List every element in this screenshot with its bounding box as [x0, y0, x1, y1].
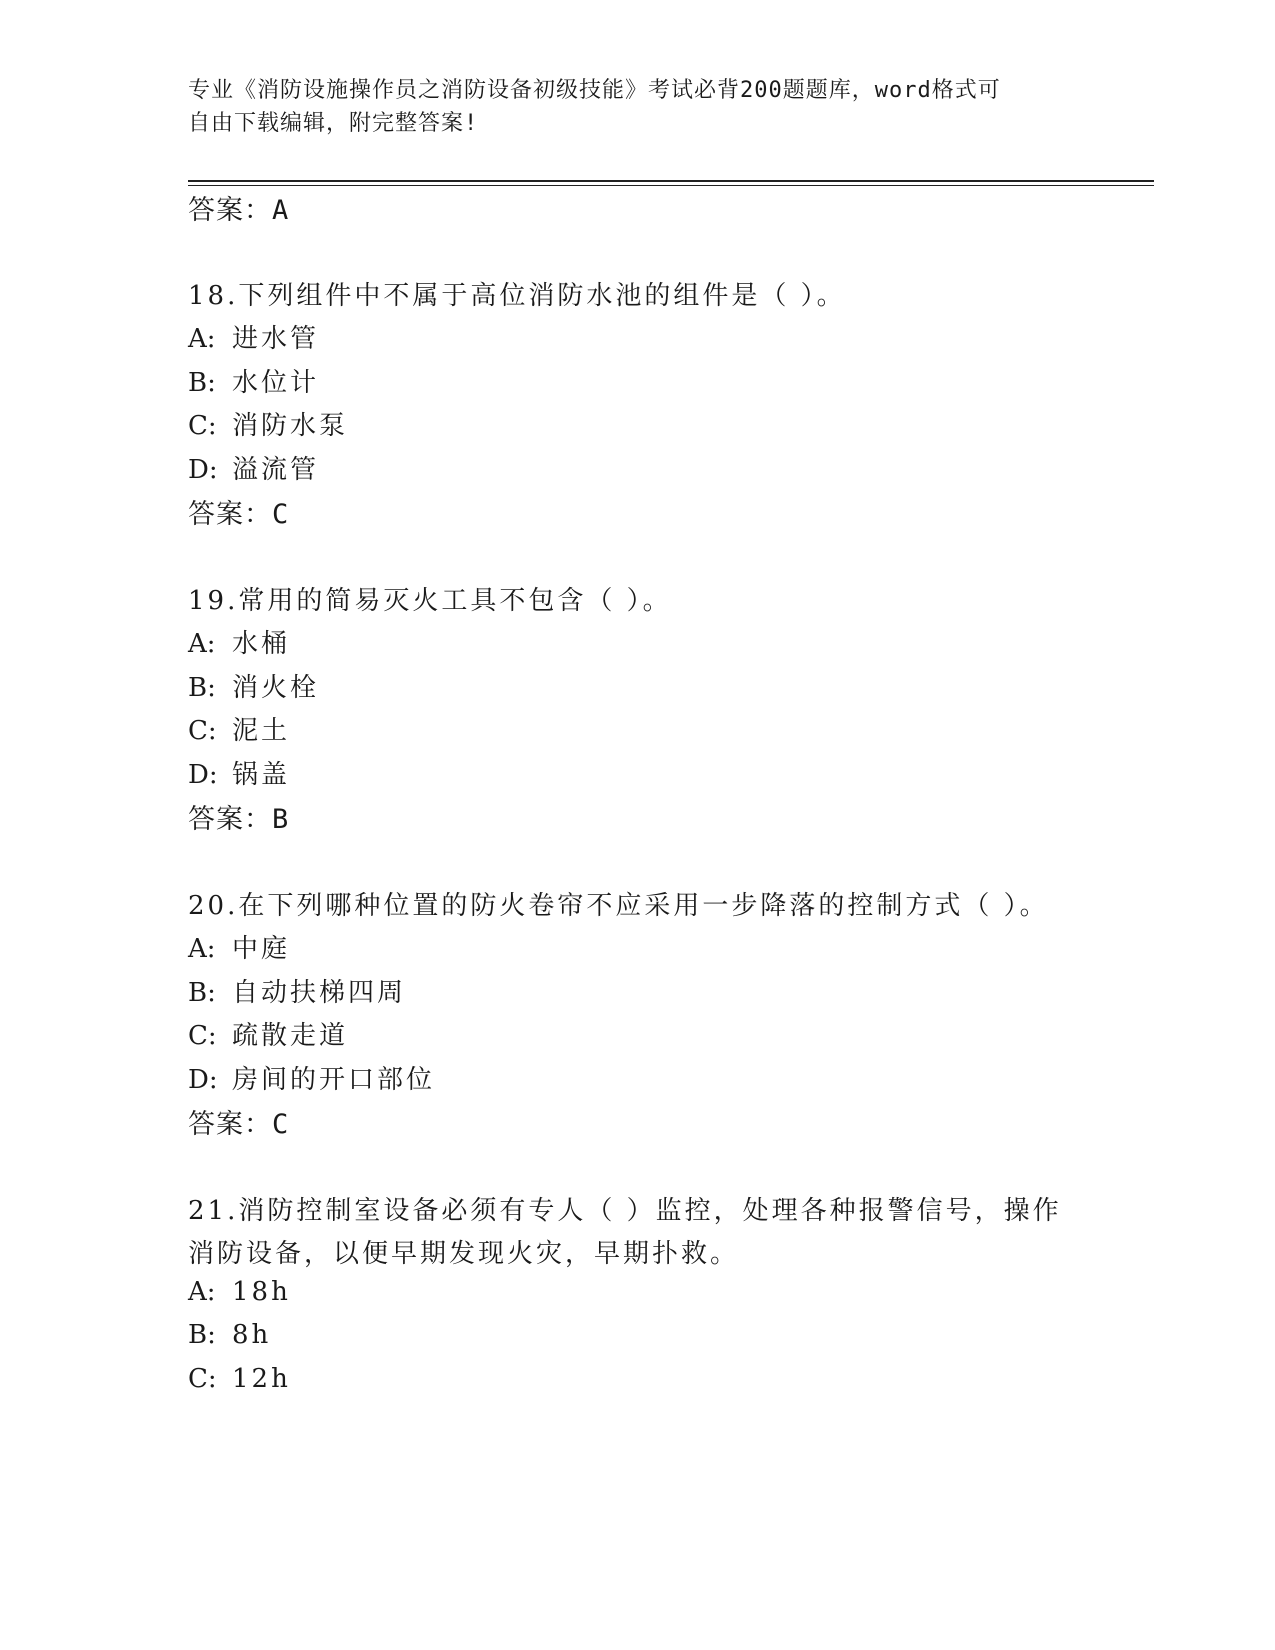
question-20-option-d: [188, 1059, 435, 1096]
option-label: C:: [188, 716, 217, 746]
option-text: 房间的开口部位: [232, 1065, 436, 1095]
question-20-answer: 答案：C: [188, 1109, 290, 1140]
question-19-option-a: [188, 623, 290, 660]
question-18-answer: 答案：C: [188, 499, 290, 530]
previous-answer: 答案：A: [188, 195, 290, 226]
option-text: 8h: [232, 1320, 272, 1350]
question-18-option-d: [188, 449, 319, 486]
option-label: A:: [188, 629, 216, 659]
option-text: 溢流管: [232, 455, 320, 485]
question-21-stem-line-1: 21.消防控制室设备必须有专人（ ）监控，处理各种报警信号，操作: [188, 1196, 1062, 1226]
question-20-option-c: [188, 1015, 348, 1052]
option-label: D:: [188, 1065, 218, 1095]
option-text: 疏散走道: [232, 1021, 349, 1051]
option-text: 18h: [232, 1277, 291, 1307]
question-19-option-c: [188, 710, 290, 747]
header-line-1: 专业《消防设施操作员之消防设备初级技能》考试必背200题题库，word格式可: [188, 78, 1001, 103]
option-text: 中庭: [232, 934, 291, 964]
header-line-2: 自由下载编辑，附完整答案!: [188, 111, 479, 136]
question-21-option-a: [188, 1277, 291, 1307]
option-label: A:: [188, 324, 216, 354]
option-label: C:: [188, 1021, 217, 1051]
question-18-stem: 18.下列组件中不属于高位消防水池的组件是（ ）。: [188, 281, 846, 311]
header-divider-thick: [188, 180, 1154, 182]
question-20-stem: 20.在下列哪种位置的防火卷帘不应采用一步降落的控制方式（ ）。: [188, 891, 1049, 921]
question-19-stem: 19.常用的简易灭火工具不包含（ ）。: [188, 586, 672, 616]
option-text: 自动扶梯四周: [232, 978, 407, 1008]
option-label: B:: [188, 1320, 216, 1350]
option-text: 锅盖: [232, 760, 291, 790]
question-18-option-b: [188, 362, 319, 399]
question-19-option-d: [188, 754, 290, 791]
question-18-option-a: [188, 318, 319, 355]
question-19-answer: 答案：B: [188, 804, 290, 835]
option-label: B:: [188, 673, 216, 703]
document-header: [188, 74, 1088, 140]
option-text: 消火栓: [232, 673, 320, 703]
question-19-option-b: [188, 667, 319, 704]
header-divider-thin: [188, 185, 1154, 186]
option-label: B:: [188, 978, 216, 1008]
question-21-stem-line-2: 消防设备，以便早期发现火灾，早期扑救。: [188, 1239, 740, 1269]
question-18-option-c: [188, 405, 348, 442]
option-text: 12h: [232, 1364, 291, 1394]
option-label: B:: [188, 368, 216, 398]
option-text: 消防水泵: [232, 411, 349, 441]
question-20-option-b: [188, 972, 406, 1009]
option-text: 进水管: [232, 324, 320, 354]
option-label: C:: [188, 411, 217, 441]
option-label: C:: [188, 1364, 217, 1394]
option-label: D:: [188, 760, 218, 790]
question-21-option-c: [188, 1364, 291, 1394]
option-text: 水位计: [232, 368, 320, 398]
option-label: D:: [188, 455, 218, 485]
option-text: 泥土: [232, 716, 291, 746]
option-label: A:: [188, 934, 216, 964]
option-text: 水桶: [232, 629, 291, 659]
question-21-option-b: [188, 1320, 271, 1350]
question-20-option-a: [188, 928, 290, 965]
option-label: A:: [188, 1277, 216, 1307]
